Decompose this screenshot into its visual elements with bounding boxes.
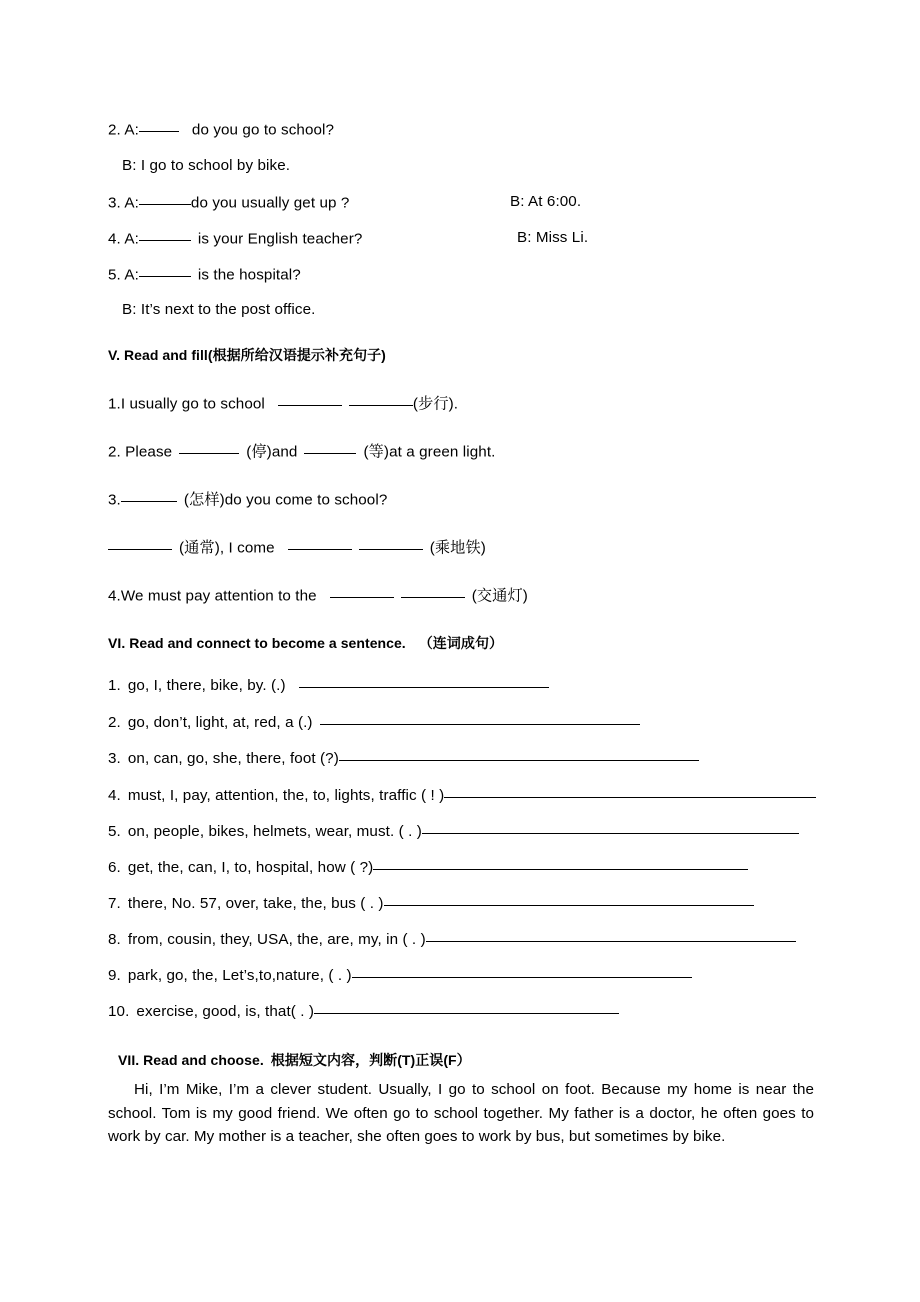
qa-item-3-number: 3. A:	[108, 194, 139, 212]
sentence-item-9-words: park, go, the, Let’s,to,nature, ( . )	[127, 967, 352, 985]
sentence-item-7-answer-rule[interactable]	[384, 893, 754, 906]
section-v-item-3-hint: (怎样)do you come to school?	[183, 491, 388, 509]
sentence-item-9	[108, 965, 692, 986]
section-v-item-3b	[108, 537, 486, 558]
sentence-item-6-answer-rule[interactable]	[373, 857, 748, 870]
section-vii-heading	[118, 1050, 471, 1070]
section-v-item-4-text: 4.We must pay attention to the	[108, 587, 317, 605]
section-v-item-2-text: 2. Please	[108, 443, 173, 461]
section-v-item-2-blank-b[interactable]	[304, 441, 356, 454]
qa-item-2-answer	[122, 156, 290, 176]
sentence-item-3-words: on, can, go, she, there, foot (?)	[127, 750, 339, 768]
section-v-item-1-hint: (步行).	[412, 395, 459, 413]
section-v-item-3b-hint-b: (乘地铁)	[429, 539, 486, 557]
section-vii-heading-cn: 根据短文内容，判断(T)正误(F）	[270, 1052, 471, 1068]
sentence-item-10-answer-rule[interactable]	[314, 1001, 619, 1014]
qa-item-5-question: is the hospital?	[197, 266, 301, 284]
qa-item-3-answer-text: B: At 6:00.	[510, 193, 582, 210]
sentence-item-4-number: 4.	[108, 787, 121, 805]
passage-text: Hi, I’m Mike, I’m a clever student. Usually, I go to school on foot. Because my home is near the school. Tom is my good friend. We often go to school together. My father is a doctor, he often goes to work by car. My mother is a teacher, she often goes to work by bus, but sometimes by bike.	[108, 1081, 814, 1145]
section-v-item-2-hint-b: (等)at a green light.	[363, 443, 496, 461]
section-v-item-2-blank-a[interactable]	[179, 441, 239, 454]
sentence-item-3-answer-rule[interactable]	[339, 748, 699, 761]
sentence-item-7	[108, 893, 754, 914]
section-v-item-2-hint-a: (停)and	[246, 443, 298, 461]
sentence-item-6	[108, 857, 748, 878]
sentence-item-7-number: 7.	[108, 895, 121, 913]
qa-item-4-question: is your English teacher?	[197, 230, 363, 248]
qa-item-2-question: do you go to school?	[191, 121, 335, 139]
sentence-item-5	[108, 821, 799, 842]
qa-item-3-question: do you usually get up ?	[190, 194, 350, 212]
qa-item-5	[108, 264, 301, 285]
sentence-item-10-words: exercise, good, is, that( . )	[136, 1003, 315, 1021]
section-v-item-3b-blank-b[interactable]	[288, 537, 352, 550]
section-v-item-1-text: 1.I usually go to school	[108, 395, 265, 413]
qa-item-2-answer-text: B: I go to school by bike.	[122, 157, 291, 174]
sentence-item-8	[108, 929, 796, 950]
qa-item-2-number: 2. A:	[108, 121, 139, 139]
qa-item-3-blank[interactable]	[139, 192, 191, 205]
section-v-item-1-blank-b[interactable]	[349, 393, 413, 406]
sentence-item-7-words: there, No. 57, over, take, the, bus ( . )	[127, 895, 384, 913]
section-vi-heading-text: VI. Read and connect to become a sentence.	[108, 635, 406, 651]
reading-passage	[108, 1078, 814, 1149]
sentence-item-2	[108, 712, 640, 733]
sentence-item-1-number: 1.	[108, 677, 121, 695]
sentence-item-6-words: get, the, can, I, to, hospital, how ( ?)	[127, 859, 374, 877]
sentence-item-3-number: 3.	[108, 750, 121, 768]
sentence-item-2-number: 2.	[108, 714, 121, 732]
qa-item-5-blank[interactable]	[139, 264, 191, 277]
sentence-item-4-answer-rule[interactable]	[444, 785, 816, 798]
sentence-item-2-words: go, don’t, light, at, red, a (.)	[127, 714, 313, 732]
qa-item-3-answer	[510, 192, 581, 212]
qa-item-2-blank[interactable]	[139, 119, 179, 132]
sentence-item-6-number: 6.	[108, 859, 121, 877]
qa-item-2	[108, 119, 334, 140]
sentence-item-8-words: from, cousin, they, USA, the, are, my, in ( . )	[127, 931, 426, 949]
sentence-item-9-number: 9.	[108, 967, 121, 985]
qa-item-5-answer-text: B: It’s next to the post office.	[122, 301, 316, 318]
sentence-item-5-words: on, people, bikes, helmets, wear, must. ( . )	[127, 823, 422, 841]
qa-item-5-number: 5. A:	[108, 266, 139, 284]
section-v-item-1-blank-a[interactable]	[278, 393, 342, 406]
section-v-item-3b-hint-a: (通常), I come	[179, 539, 275, 557]
section-v-item-4-hint: (交通灯)	[471, 587, 528, 605]
qa-item-4-answer	[517, 228, 588, 248]
sentence-item-10-number: 10.	[108, 1003, 130, 1021]
qa-item-5-answer	[122, 300, 315, 320]
qa-item-4-blank[interactable]	[139, 228, 191, 241]
section-v-item-4	[108, 585, 528, 606]
section-vii-heading-text: VII. Read and choose.	[118, 1052, 264, 1068]
sentence-item-9-answer-rule[interactable]	[352, 965, 692, 978]
qa-item-4-number: 4. A:	[108, 230, 139, 248]
section-v-heading-text: V. Read and fill(根据所给汉语提示补充句子)	[108, 347, 386, 363]
sentence-item-10	[108, 1001, 619, 1022]
sentence-item-3	[108, 748, 699, 769]
section-v-item-3-blank[interactable]	[121, 489, 177, 502]
sentence-item-8-answer-rule[interactable]	[426, 929, 796, 942]
section-v-item-4-blank-a[interactable]	[330, 585, 394, 598]
sentence-item-1-answer-rule[interactable]	[299, 675, 549, 688]
section-v-item-3b-blank-c[interactable]	[359, 537, 423, 550]
sentence-item-4-words: must, I, pay, attention, the, to, lights, traffic ( ! )	[127, 787, 445, 805]
sentence-item-1-words: go, I, there, bike, by. (.)	[127, 677, 286, 695]
section-v-item-4-blank-b[interactable]	[401, 585, 465, 598]
sentence-item-2-answer-rule[interactable]	[320, 712, 640, 725]
qa-item-4-answer-text: B: Miss Li.	[517, 229, 589, 246]
section-v-item-1	[108, 393, 458, 414]
section-vi-heading	[108, 633, 503, 653]
sentence-item-1	[108, 675, 549, 696]
section-v-item-3b-blank-a[interactable]	[108, 537, 172, 550]
sentence-item-4	[108, 785, 816, 806]
qa-item-3	[108, 192, 349, 213]
section-v-heading	[108, 345, 386, 365]
sentence-item-8-number: 8.	[108, 931, 121, 949]
qa-item-4	[108, 228, 362, 249]
sentence-item-5-answer-rule[interactable]	[422, 821, 799, 834]
section-v-item-3-number: 3.	[108, 491, 121, 509]
section-v-item-3	[108, 489, 387, 510]
section-v-item-2	[108, 441, 495, 462]
sentence-item-5-number: 5.	[108, 823, 121, 841]
section-vi-heading-cn: （连词成句）	[418, 635, 504, 651]
